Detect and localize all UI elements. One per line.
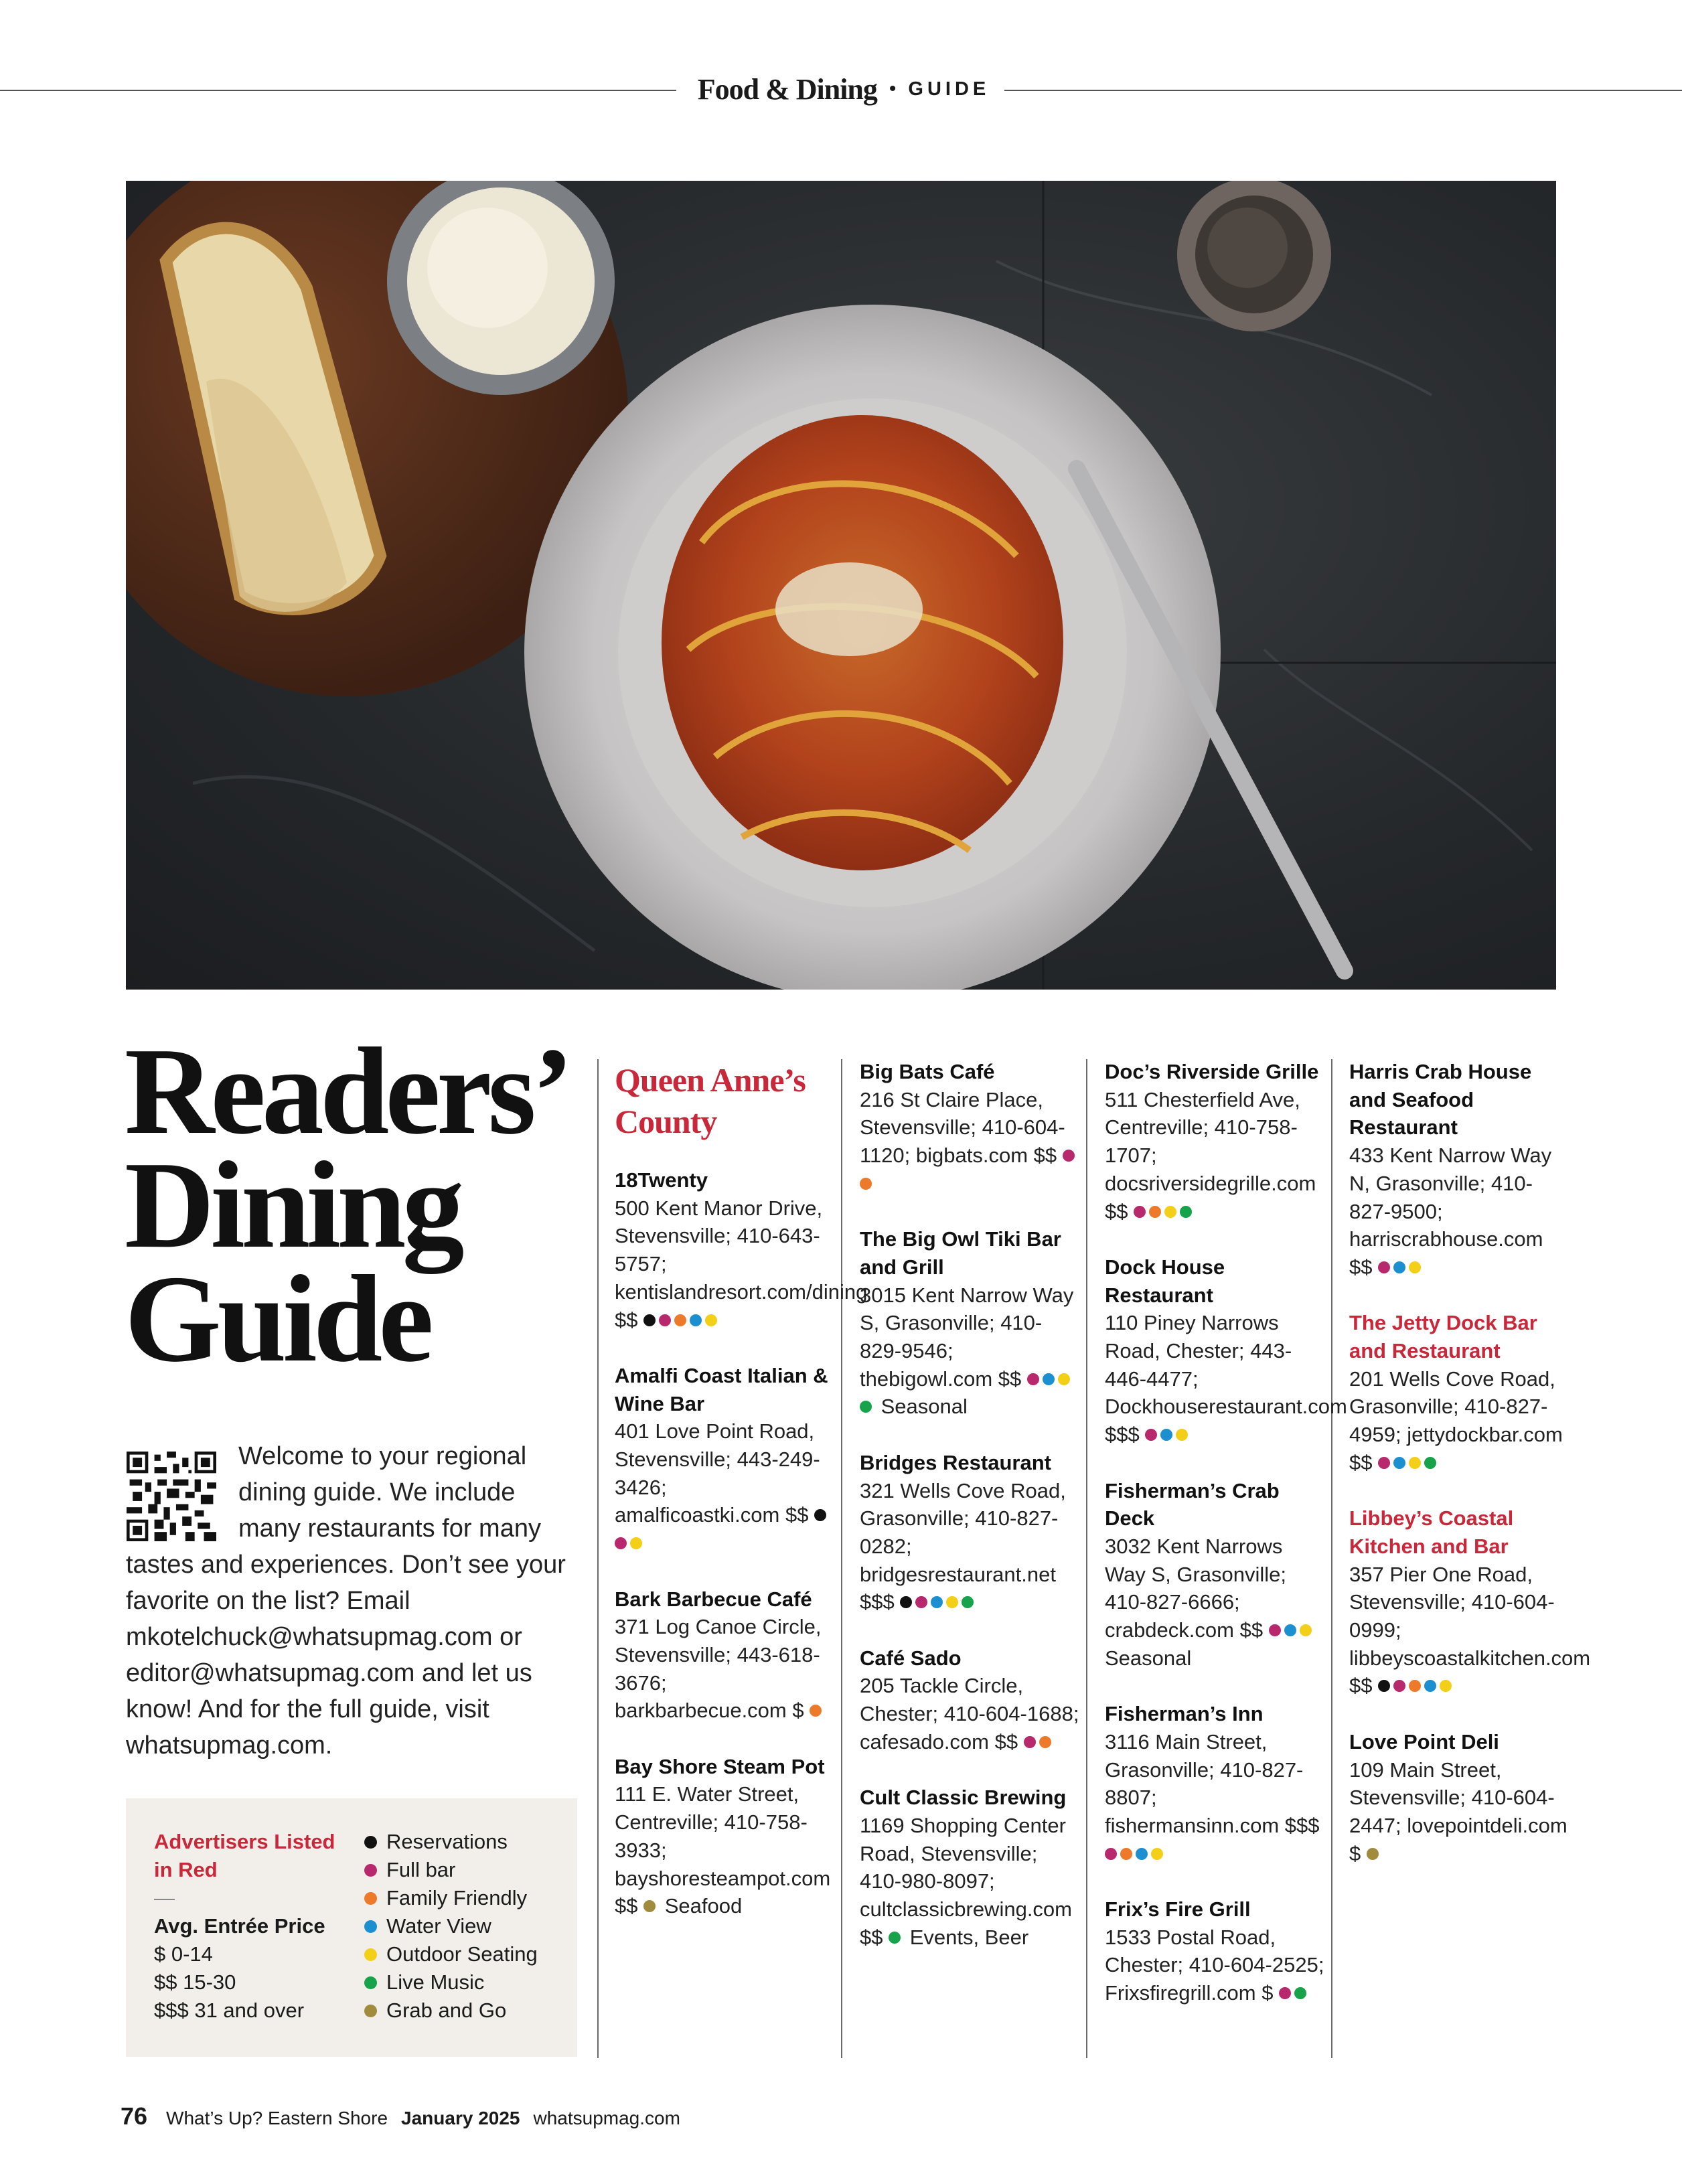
amenity-dots [1378,1451,1440,1474]
header-rule-left [0,90,676,91]
amenity-dot-icon [1367,1848,1379,1860]
restaurant-name: The Jetty Dock Bar and Restaurant [1349,1311,1537,1363]
amenity-dot-icon [1120,1848,1132,1860]
legend-dot-icon [364,1948,377,1961]
restaurant-name: 18Twenty [615,1168,708,1192]
restaurant-details [1105,1924,1326,2007]
amenity-dot-icon [1424,1457,1436,1469]
restaurant-details [615,1613,836,1725]
restaurant-details [860,1281,1081,1421]
header-rule-right [1004,90,1682,91]
amenity-dot-icon [705,1314,717,1326]
amenity-dot-icon [860,1178,872,1190]
page-title [125,1022,580,1388]
amenity-dot-icon [1393,1457,1405,1469]
amenity-dots [1367,1842,1382,1865]
advertisers-note: Advertisers Listed in Red [154,1830,335,1881]
restaurant-entry [860,1644,1081,1756]
restaurant-entry [1349,1309,1570,1476]
legend-dash: — [154,1886,175,1909]
listing-column-3 [1105,1058,1347,2035]
amenity-dot-icon [1409,1261,1421,1273]
restaurant-address: 3032 Kent Narrows Way S, Grasonville; 410-827-6666; crabdeck.com $$ [1105,1534,1287,1642]
restaurant-address: 433 Kent Narrow Way N, Grasonville; 410-827-9500; harriscrabhouse.com $$ [1349,1144,1552,1279]
restaurant-address: 109 Main Street, Stevensville; 410-604-2447; lovepointdeli.com $ [1349,1758,1568,1865]
page-number: 76 [121,2102,148,2130]
amenity-dot-icon [1409,1680,1421,1692]
restaurant-details [615,1194,868,1334]
restaurant-address: 500 Kent Manor Drive, Stevensville; 410-643-5757; kentislandresort.com/dining $$ [615,1196,868,1332]
restaurant-address: 371 Log Canoe Circle, Stevensville; 443-618-3676; barkbarbecue.com $ [615,1615,822,1723]
amenity-dot-icon [1284,1624,1296,1636]
spaghetti-illustration [126,181,1556,990]
restaurant-address: 357 Pier One Road, Stevensville; 410-604-0999; libbeyscoastalkitchen.com $$ [1349,1562,1591,1698]
amenity-dot-icon [615,1537,627,1549]
restaurant-address: 511 Chesterfield Ave, Centreville; 410-758-1707; docsriversidegrille.com $$ [1105,1087,1316,1223]
county-heading: Queen Anne’s County [615,1061,806,1140]
legend-dot-icon [364,2005,377,2017]
column-rule [1331,1059,1332,2058]
amenity-dot-icon [674,1314,686,1326]
title-line-2: Dining [125,1136,461,1274]
restaurant-name: Cult Classic Brewing [860,1786,1067,1810]
listing-column-2 [860,1058,1081,1979]
legend-key-label: Outdoor Seating [386,1942,538,1966]
amenity-dot-icon [1149,1206,1161,1218]
spaghetti-photo [126,181,1556,990]
legend-key-label: Reservations [386,1830,508,1853]
amenity-dot-icon [1393,1680,1405,1692]
price-heading: Avg. Entrée Price [154,1914,325,1938]
restaurant-name: Libbey’s Coastal Kitchen and Bar [1349,1506,1514,1558]
restaurant-details [860,1086,1081,1198]
restaurant-details [1105,1533,1326,1672]
amenity-dot-icon [1279,1987,1291,1999]
restaurant-name: Fisherman’s Crab Deck [1105,1478,1280,1531]
amenity-dot-icon [1027,1373,1039,1385]
legend-dot-icon [364,1920,377,1933]
amenity-dot-icon [810,1705,822,1717]
amenity-dot-icon [1294,1987,1306,1999]
restaurant-name: Bridges Restaurant [860,1450,1051,1474]
amenity-dot-icon [1039,1736,1051,1748]
amenity-dot-icon [1105,1848,1117,1860]
restaurant-details [1349,1561,1591,1701]
restaurant-details [1349,1756,1570,1868]
amenity-dot-icon [1176,1429,1188,1441]
amenity-dot-icon [1378,1680,1390,1692]
restaurant-address: 110 Piney Narrows Road, Chester; 443-446-4477; Dockhouserestaurant.com $$$ [1105,1311,1347,1447]
legend-key-label: Live Music [386,1970,485,1994]
restaurant-details [1105,1728,1326,1868]
amenity-dot-icon [1043,1373,1055,1385]
restaurant-entry [1105,1895,1326,2007]
amenity-dot-icon [814,1509,826,1521]
listing-column-1 [615,1058,868,1948]
restaurant-details [860,1477,1081,1617]
restaurant-address: 401 Love Point Road, Stevensville; 443-249-3426; amalficoastki.com $$ [615,1419,820,1527]
restaurant-details [1105,1309,1347,1449]
amenity-dot-icon [946,1596,958,1608]
listing-column-4 [1349,1058,1591,1895]
amenity-dot-icon [1300,1624,1312,1636]
legend-key [364,1912,572,1940]
restaurant-entry [615,1753,836,1920]
amenity-dots [1024,1730,1055,1753]
restaurant-name: Doc’s Riverside Grille [1105,1060,1319,1083]
restaurant-entry [1105,1477,1326,1672]
restaurant-name: The Big Owl Tiki Bar and Grill [860,1227,1061,1279]
restaurant-details [1105,1086,1326,1226]
amenity-dot-icon [1440,1680,1452,1692]
restaurant-entry [860,1058,1081,1198]
amenity-dots [889,1926,904,1949]
restaurant-address: 111 E. Water Street, Centreville; 410-758-3933; bayshoresteampot.com $$ [615,1782,831,1918]
restaurant-name: Bay Shore Steam Pot [615,1754,825,1778]
amenity-dot-icon [1269,1624,1281,1636]
amenity-dot-icon [690,1314,702,1326]
restaurant-note: Seafood [664,1894,743,1918]
restaurant-note: Seasonal [1105,1646,1192,1670]
restaurant-details [615,1417,836,1557]
legend-prices [154,1828,355,2025]
amenity-dot-icon [1378,1457,1390,1469]
title-line-3: Guide [125,1250,430,1388]
amenity-dot-icon [1180,1206,1192,1218]
restaurant-name: Big Bats Café [860,1060,995,1083]
restaurant-entry [860,1784,1081,1951]
restaurant-name: Harris Crab House and Seafood Restaurant [1349,1060,1532,1140]
restaurant-entry [860,1225,1081,1421]
restaurant-name: Café Sado [860,1646,962,1670]
section-name: Food & Dining [697,72,877,106]
amenity-dot-icon [643,1314,656,1326]
amenity-dot-icon [915,1596,927,1608]
column-rule [1086,1059,1087,2058]
amenity-dots [643,1894,659,1918]
amenity-dots [1279,1981,1310,2005]
restaurant-entry [1349,1504,1591,1700]
restaurant-address: 201 Wells Cove Road, Grasonville; 410-827-4959; jettydockbar.com $$ [1349,1367,1563,1474]
amenity-dot-icon [1393,1261,1405,1273]
issue-date: January 2025 [401,2108,520,2128]
legend-key-label: Grab and Go [386,1999,507,2022]
amenity-dots [1134,1200,1195,1223]
amenity-dot-icon [630,1537,642,1549]
amenity-dot-icon [1058,1373,1070,1385]
restaurant-entry [1105,1058,1326,1225]
legend-key [364,1997,572,2025]
amenity-dot-icon [1136,1848,1148,1860]
section-header [670,66,1018,112]
amenity-dot-icon [1151,1848,1163,1860]
amenity-dots [1105,1842,1166,1865]
amenity-dot-icon [900,1596,912,1608]
header-separator: • [889,78,897,100]
restaurant-entry [615,1166,868,1334]
restaurant-entry [1349,1728,1570,1868]
magazine-name: What’s Up? Eastern Shore [166,2108,388,2128]
restaurant-details [860,1672,1081,1756]
restaurant-entry [1105,1253,1347,1449]
legend-key [364,1856,572,1884]
restaurant-address: 205 Tackle Circle, Chester; 410-604-1688; cafesado.com $$ [860,1674,1079,1753]
restaurant-name: Frix’s Fire Grill [1105,1897,1251,1922]
amenity-dot-icon [1424,1680,1436,1692]
restaurant-note: Seasonal [881,1395,968,1419]
legend-dot-icon [364,1892,377,1905]
price-tier: $ 0-14 [154,1942,213,1966]
restaurant-entry [615,1585,836,1725]
restaurant-entry [1105,1700,1326,1867]
amenity-dot-icon [931,1596,943,1608]
legend-dot-icon [364,1976,377,1989]
amenity-dot-icon [1409,1457,1421,1469]
restaurant-address: 216 St Claire Place, Stevensville; 410-604-1120; bigbats.com $$ [860,1087,1065,1168]
legend-dot-icon [364,1864,377,1877]
amenity-dot-icon [1145,1429,1157,1441]
amenity-dot-icon [1164,1206,1176,1218]
amenity-dot-icon [1024,1736,1036,1748]
restaurant-details [615,1780,836,1920]
legend-key [364,1884,572,1912]
restaurant-address: 1169 Shopping Center Road, Stevensville; 410-980-8097; cultclassicbrewing.com $$ [860,1813,1072,1949]
legend-key [364,1940,572,1968]
page-footer [121,2102,680,2136]
restaurant-address: 3116 Main Street, Grasonville; 410-827-8807; fishermansinn.com $$$ [1105,1729,1320,1837]
amenity-dot-icon [643,1900,656,1912]
restaurant-name: Amalfi Coast Italian & Wine Bar [615,1363,828,1415]
amenity-dot-icon [1063,1150,1075,1162]
amenity-dot-icon [962,1596,974,1608]
amenity-dot-icon [659,1314,671,1326]
amenity-dots [1378,1255,1424,1279]
legend-key [364,1828,572,1856]
restaurant-note: Events, Beer [909,1925,1029,1949]
amenity-dot-icon [1378,1261,1390,1273]
price-tier: $$ 15-30 [154,1970,236,1994]
amenity-dot-icon [889,1932,901,1944]
legend-key [364,1968,572,1997]
restaurant-entry [615,1362,836,1557]
restaurant-name: Fisherman’s Inn [1105,1702,1264,1726]
amenity-dot-icon [1160,1429,1172,1441]
title-line-1: Readers’ [125,1022,570,1160]
legend-keys [364,1828,572,2025]
restaurant-details [1349,1142,1570,1281]
amenity-dots [643,1308,720,1332]
amenity-dot-icon [1134,1206,1146,1218]
restaurant-address: 321 Wells Cove Road, Grasonville; 410-827-0282; bridgesrestaurant.net $$$ [860,1478,1066,1614]
restaurant-address: 3015 Kent Narrow Way S, Grasonville; 410-829-9546; thebigowl.com $$ [860,1283,1074,1391]
restaurant-name: Love Point Deli [1349,1729,1499,1753]
column-rule [597,1059,599,2058]
website: whatsupmag.com [533,2108,680,2128]
legend-key-label: Family Friendly [386,1886,528,1909]
restaurant-details [1349,1365,1570,1477]
restaurant-entry [860,1449,1081,1616]
amenity-dot-icon [860,1401,872,1413]
restaurant-address: 1533 Postal Road, Chester; 410-604-2525; Frixsfiregrill.com $ [1105,1925,1324,2005]
restaurant-entry [1349,1058,1570,1281]
amenity-dots [1145,1423,1191,1446]
intro-paragraph [126,1438,581,1764]
legend-box [126,1798,577,2057]
column-rule [841,1059,842,2058]
price-tier: $$$ 31 and over [154,1999,305,2022]
restaurant-details [860,1812,1081,1952]
amenity-dots [1378,1674,1455,1697]
legend-key-label: Full bar [386,1858,456,1881]
amenity-dots [810,1699,825,1722]
legend-dot-icon [364,1836,377,1849]
restaurant-name: Dock House Restaurant [1105,1255,1225,1307]
intro-text: Welcome to your regional dining guide. We include many restaurants for many tastes and experiences. Don’t see your favorite on the list? Email mkotelchuck@whatsupmag.com or editor@whatsupmag.com and let us know! And for the full guide, visit whatsupmag.com. [126,1442,566,1760]
restaurant-name: Bark Barbecue Café [615,1587,812,1611]
legend-key-label: Water View [386,1914,491,1938]
amenity-dots [900,1590,977,1614]
amenity-dots [1269,1618,1315,1642]
section-label: GUIDE [908,78,990,100]
